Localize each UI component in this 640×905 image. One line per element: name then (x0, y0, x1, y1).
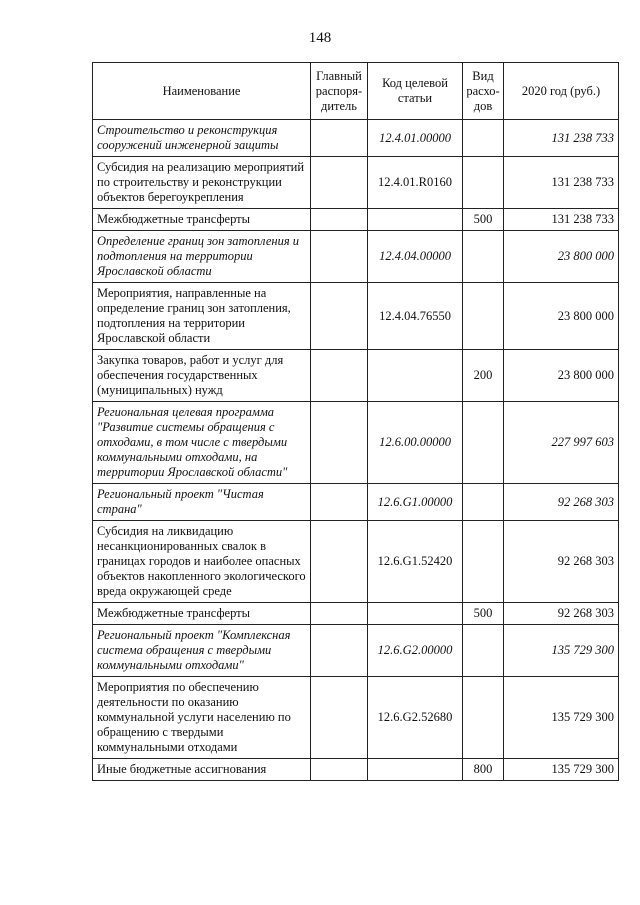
cell-name: Региональный проект "Чистая страна" (93, 484, 311, 521)
cell-target-code: 12.4.04.76550 (368, 283, 463, 350)
cell-name: Строительство и реконструкция сооружений инженерной защиты (93, 120, 311, 157)
cell-chief-administrator (311, 157, 368, 209)
cell-chief-administrator (311, 402, 368, 484)
cell-amount: 23 800 000 (504, 283, 619, 350)
cell-target-code (368, 759, 463, 781)
cell-chief-administrator (311, 209, 368, 231)
cell-chief-administrator (311, 231, 368, 283)
cell-expense-type: 500 (463, 603, 504, 625)
header-amount-2020: 2020 год (руб.) (504, 63, 619, 120)
table-row (93, 350, 619, 402)
cell-name: Закупка товаров, работ и услуг для обеспечения государственных (муниципальных) нужд (93, 350, 311, 402)
cell-chief-administrator (311, 677, 368, 759)
table-row (93, 521, 619, 603)
cell-target-code (368, 350, 463, 402)
cell-expense-type (463, 157, 504, 209)
cell-expense-type (463, 283, 504, 350)
cell-chief-administrator (311, 120, 368, 157)
cell-target-code: 12.4.01.00000 (368, 120, 463, 157)
cell-amount: 92 268 303 (504, 521, 619, 603)
cell-target-code: 12.6.G1.52420 (368, 521, 463, 603)
cell-amount: 92 268 303 (504, 603, 619, 625)
cell-name: Межбюджетные трансферты (93, 603, 311, 625)
cell-target-code: 12.6.00.00000 (368, 402, 463, 484)
cell-name: Межбюджетные трансферты (93, 209, 311, 231)
cell-name: Мероприятия, направленные на определение границ зон затопления, подтопления на территории Ярославской области (93, 283, 311, 350)
cell-name: Определение границ зон затопления и подтопления на территории Ярославской области (93, 231, 311, 283)
cell-amount: 92 268 303 (504, 484, 619, 521)
table-row (93, 402, 619, 484)
cell-expense-type: 500 (463, 209, 504, 231)
cell-name: Мероприятия по обеспечению деятельности по оказанию коммунальной услуги населению по обращению с твердыми коммунальными отходами (93, 677, 311, 759)
header-expense-type: Вид расхо-дов (463, 63, 504, 120)
cell-name: Субсидия на реализацию мероприятий по строительству и реконструкции объектов берегоукрепления (93, 157, 311, 209)
header-row (93, 63, 619, 120)
cell-chief-administrator (311, 603, 368, 625)
header-chief-administrator: Главный распоря-дитель (311, 63, 368, 120)
cell-target-code: 12.4.01.R0160 (368, 157, 463, 209)
cell-expense-type: 200 (463, 350, 504, 402)
cell-target-code: 12.6.G2.52680 (368, 677, 463, 759)
cell-expense-type (463, 484, 504, 521)
table-row (93, 603, 619, 625)
cell-amount: 227 997 603 (504, 402, 619, 484)
cell-expense-type (463, 402, 504, 484)
cell-amount: 135 729 300 (504, 625, 619, 677)
cell-expense-type: 800 (463, 759, 504, 781)
cell-target-code: 12.6.G1.00000 (368, 484, 463, 521)
cell-chief-administrator (311, 759, 368, 781)
table-row (93, 209, 619, 231)
table-row (93, 231, 619, 283)
cell-expense-type (463, 677, 504, 759)
table-row (93, 625, 619, 677)
cell-target-code (368, 209, 463, 231)
cell-amount: 135 729 300 (504, 677, 619, 759)
cell-target-code: 12.4.04.00000 (368, 231, 463, 283)
table-row (93, 120, 619, 157)
cell-chief-administrator (311, 625, 368, 677)
cell-chief-administrator (311, 521, 368, 603)
cell-amount: 131 238 733 (504, 120, 619, 157)
cell-amount: 23 800 000 (504, 231, 619, 283)
cell-chief-administrator (311, 283, 368, 350)
table-row (93, 677, 619, 759)
cell-target-code: 12.6.G2.00000 (368, 625, 463, 677)
cell-amount: 131 238 733 (504, 157, 619, 209)
cell-chief-administrator (311, 484, 368, 521)
table-row (93, 759, 619, 781)
table-row (93, 484, 619, 521)
cell-target-code (368, 603, 463, 625)
header-name: Наименование (93, 63, 311, 120)
cell-amount: 131 238 733 (504, 209, 619, 231)
table-row (93, 283, 619, 350)
header-target-code: Код целевой статьи (368, 63, 463, 120)
cell-name: Иные бюджетные ассигнования (93, 759, 311, 781)
cell-name: Региональный проект "Комплексная система обращения с твердыми коммунальными отходами" (93, 625, 311, 677)
cell-expense-type (463, 625, 504, 677)
table-row (93, 157, 619, 209)
cell-expense-type (463, 521, 504, 603)
cell-expense-type (463, 120, 504, 157)
cell-name: Региональная целевая программа "Развитие системы обращения с отходами, в том числе с твердыми коммунальными отходами, на территории Ярославской области" (93, 402, 311, 484)
cell-chief-administrator (311, 350, 368, 402)
cell-amount: 135 729 300 (504, 759, 619, 781)
page-number: 148 (308, 30, 332, 46)
cell-name: Субсидия на ликвидацию несанкционированных свалок в границах городов и наиболее опасных объектов накопленного экологического вреда окружающей среде (93, 521, 311, 603)
cell-expense-type (463, 231, 504, 283)
cell-amount: 23 800 000 (504, 350, 619, 402)
budget-table (92, 62, 619, 781)
